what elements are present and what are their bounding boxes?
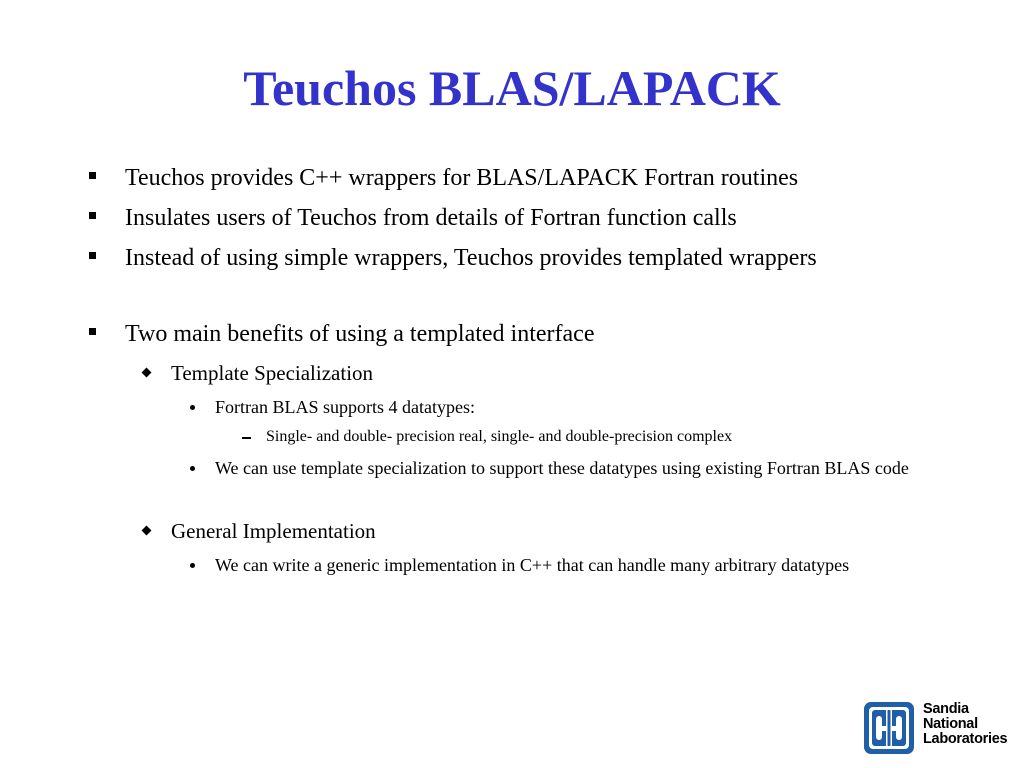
sandia-logo	[864, 700, 1014, 756]
sandia-thunderbird-icon	[864, 702, 914, 754]
bullet-text: Teuchos provides C++ wrappers for BLAS/LAPACK Fortran routines	[125, 165, 799, 191]
dot-bullet-icon	[190, 405, 195, 410]
square-bullet-icon	[89, 252, 96, 259]
square-bullet-icon	[89, 328, 96, 335]
bullet-text: General Implementation	[171, 519, 376, 543]
logo-line-national: National	[923, 716, 978, 732]
square-bullet-icon	[89, 172, 96, 179]
diamond-bullet-icon	[142, 526, 152, 536]
bullet-text: Insulates users of Teuchos from details of Fortran function calls	[125, 205, 737, 231]
slide-title: Teuchos BLAS/LAPACK	[243, 60, 781, 116]
bullet-text: We can write a generic implementation in C++ that can handle many arbitrary datatypes	[215, 555, 850, 575]
bullet-text: Fortran BLAS supports 4 datatypes:	[215, 397, 475, 417]
diamond-bullet-icon	[142, 368, 152, 378]
dot-bullet-icon	[190, 563, 195, 568]
dot-bullet-icon	[190, 466, 195, 471]
square-bullet-icon	[89, 212, 96, 219]
sandia-logo-text	[923, 702, 1007, 747]
bullet-text: Single- and double- precision real, single- and double-precision complex	[266, 428, 733, 445]
logo-line-sandia: Sandia	[923, 701, 969, 717]
bullet-text: We can use template specialization to support these datatypes using existing Fortran BLAS code	[215, 458, 909, 478]
dash-bullet-icon	[242, 437, 251, 439]
bullet-text: Instead of using simple wrappers, Teuchos provides templated wrappers	[125, 245, 817, 271]
bullet-text: Two main benefits of using a templated interface	[125, 321, 595, 347]
bullet-text: Template Specialization	[171, 361, 374, 385]
logo-line-laboratories: Laboratories	[923, 731, 1008, 747]
